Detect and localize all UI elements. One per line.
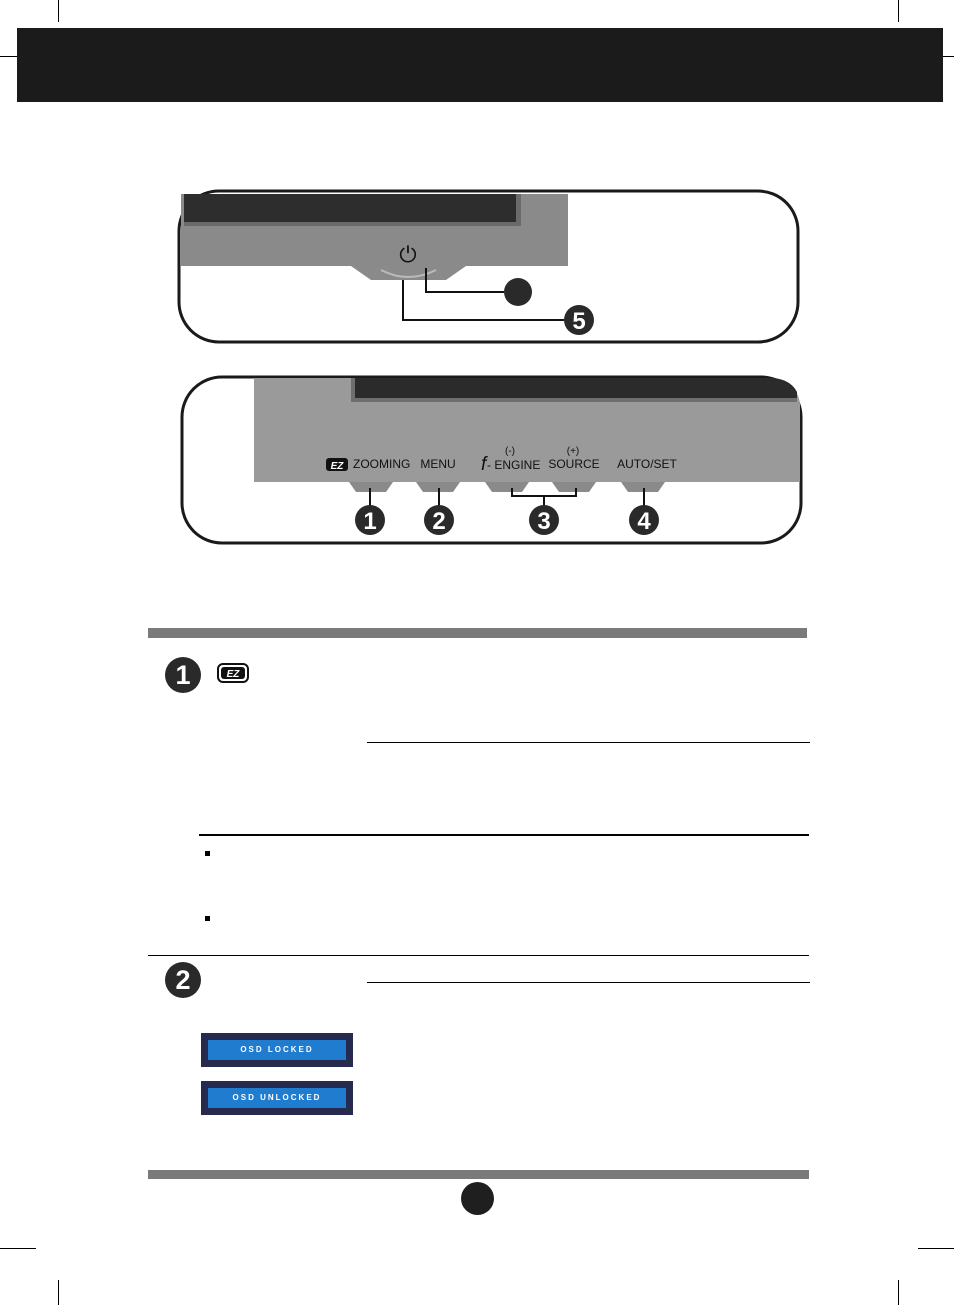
page-number-badge (461, 1182, 494, 1215)
f-engine-symbol: f (481, 454, 487, 475)
button-top-minus: (-) (505, 446, 515, 457)
callout-1: 1 (363, 508, 377, 535)
ez-zooming-icon (217, 663, 249, 683)
callout-2: 2 (432, 508, 446, 535)
section-number-2: 2 (165, 962, 201, 998)
table-top-rule (148, 628, 807, 638)
button-label-engine: - ENGINE (487, 458, 541, 472)
crop-mark (0, 1248, 36, 1249)
button-label-zooming: ZOOMING (353, 457, 411, 471)
crop-mark (898, 1280, 899, 1305)
callout-5: 5 (572, 308, 586, 335)
table-bottom-rule (148, 1170, 809, 1179)
osd-locked-label: OSD LOCKED (208, 1040, 346, 1060)
row-divider (199, 834, 809, 836)
section-number-1: 1 (165, 657, 201, 693)
bullet (205, 851, 210, 856)
crop-mark (58, 1280, 59, 1305)
osd-unlocked-label: OSD UNLOCKED (208, 1088, 346, 1108)
row-divider (367, 742, 810, 743)
header-bar (17, 28, 943, 102)
ez-icon-text: EZ (226, 669, 240, 680)
button-label-source: SOURCE (548, 457, 600, 471)
crop-mark (918, 1248, 954, 1249)
button-label-menu: MENU (420, 457, 456, 471)
crop-mark (898, 0, 899, 22)
button-label-autoset: AUTO/SET (617, 457, 677, 471)
osd-locked-box (201, 1033, 353, 1067)
button-top-plus: (+) (566, 446, 580, 457)
osd-unlocked-box (201, 1081, 353, 1115)
row-divider (367, 982, 810, 983)
callout-3: 3 (537, 508, 551, 535)
bullet (205, 916, 210, 921)
ez-icon: EZ (330, 461, 344, 472)
section-divider (148, 955, 809, 956)
front-buttons-diagram (179, 374, 805, 546)
callout-4: 4 (637, 508, 651, 535)
crop-mark (58, 0, 59, 22)
power-button-diagram (176, 188, 804, 348)
power-icon: ⏻ (399, 242, 417, 267)
